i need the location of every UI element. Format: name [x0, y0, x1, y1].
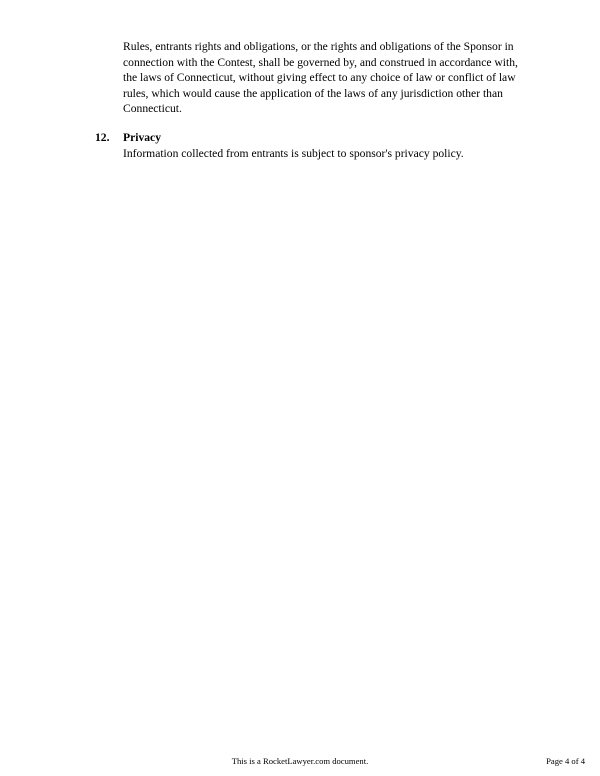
paragraph-line: Rules, entrants rights and obligations, or the rights and obligations of the Sponsor in — [123, 40, 514, 53]
paragraph-line: the laws of Connecticut, without giving effect to any choice of law or conflict of law — [123, 71, 516, 85]
governing-law-paragraph — [123, 39, 563, 117]
section-heading: Privacy — [123, 131, 161, 144]
paragraph-line: connection with the Contest, shall be governed by, and construed in accordance with, — [123, 55, 518, 69]
footer-notice: This is a RocketLawyer.com document. — [231, 756, 369, 766]
section-body: Information collected from entrants is subject to sponsor's privacy policy. — [123, 147, 464, 160]
paragraph-line: Connecticut. — [123, 102, 182, 116]
section-number: 12. — [95, 131, 110, 144]
paragraph-line: rules, which would cause the application of the laws of any jurisdiction other than — [123, 86, 503, 100]
page-number: Page 4 of 4 — [546, 756, 585, 766]
